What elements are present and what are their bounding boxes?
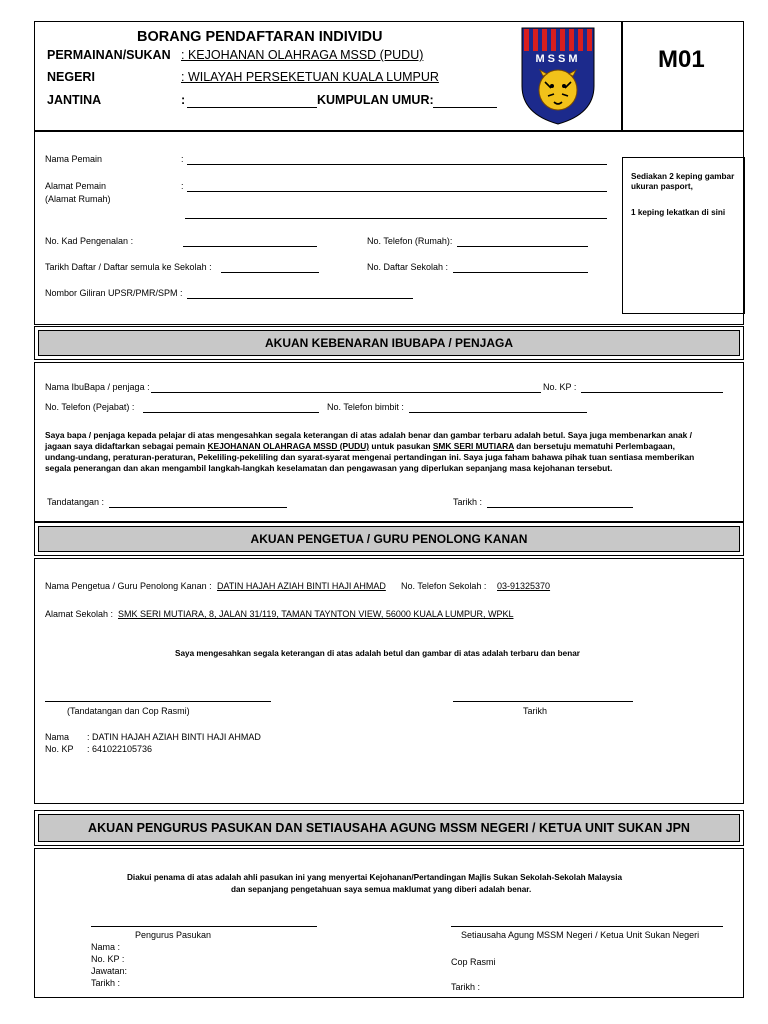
principal-kp-value: : 641022105736 <box>87 744 153 754</box>
secretary-signature-field[interactable] <box>451 926 723 927</box>
player-address-field-1[interactable] <box>187 191 607 192</box>
exam-no-field[interactable] <box>187 298 413 299</box>
game-label: PERMAINAN/SUKAN <box>47 48 171 62</box>
parent-declaration-line-2: jagaan saya didaftarkan sebagai pemain KEJOHANAN OLAHRAGA MSSD (PUDU) untuk pasukan SMK SERI MUTIARA dan bersetuju mematuhi Perlembagaan, <box>45 441 675 451</box>
principal-section-heading: AKUAN PENGETUA / GURU PENOLONG KANAN <box>34 522 744 556</box>
photo-box[interactable] <box>622 157 745 314</box>
colon: : <box>181 181 184 191</box>
secretary-tarikh: Tarikh : <box>451 982 481 992</box>
player-address-field-2[interactable] <box>185 218 607 219</box>
secretary-label: Setiausaha Agung MSSM Negeri / Ketua Unit Sukan Negeri <box>461 930 700 940</box>
parent-declaration-line-3: undang-undang, peraturan-peraturan, Pekeliling-pekeliling dan syarat-syarat mengenai pertandingan ini. Saya juga faham bahawa pihak tuan sentiasa memberikan <box>45 452 695 462</box>
principal-nama-value: : DATIN HAJAH AZIAH BINTI HAJI AHMAD <box>87 732 261 742</box>
age-group-field[interactable] <box>433 107 497 108</box>
school-reg-label: No. Daftar Sekolah : <box>367 262 449 272</box>
mssm-logo <box>520 26 596 126</box>
ic-field[interactable] <box>183 246 317 247</box>
state-label: NEGERI <box>47 70 95 84</box>
office-phone-field[interactable] <box>143 412 319 413</box>
parent-declaration-line-4: segala penerangan dan akan mengambil langkah-langkah keselamatan dan pengawasan yang diperlukan sepanjang masa kejohanan tersebut. <box>45 463 613 473</box>
principal-kp-label: No. KP <box>45 744 74 754</box>
parent-section <box>34 362 744 522</box>
parent-declaration-line-1: Saya bapa / penjaga kepada pelajar di atas mengesahkan segala keterangan di atas adalah benar dan gambar terbaru adalah betul. Saya juga membenarkan anak / <box>45 430 692 440</box>
state-value: : WILAYAH PERSEKETUAN KUALA LUMPUR <box>181 70 439 84</box>
reg-date-field[interactable] <box>221 272 319 273</box>
parent-kp-field[interactable] <box>581 392 723 393</box>
school-address-value: SMK SERI MUTIARA, 8, JALAN 31/119, TAMAN TAYNTON VIEW, 56000 KUALA LUMPUR, WPKL <box>118 609 514 619</box>
player-name-label: Nama Pemain <box>45 154 103 164</box>
principal-name-value: DATIN HAJAH AZIAH BINTI HAJI AHMAD <box>217 581 386 591</box>
mobile-label: No. Telefon bimbit : <box>327 402 404 412</box>
ic-label: No. Kad Pengenalan : <box>45 236 134 246</box>
parent-signature-label: Tandatangan : <box>47 497 105 507</box>
school-reg-field[interactable] <box>453 272 588 273</box>
player-name-field[interactable] <box>187 164 607 165</box>
photo-note-2: 1 keping lekatkan di sini <box>631 208 726 217</box>
office-phone-label: No. Telefon (Pejabat) : <box>45 402 135 412</box>
logo-text: MSSM <box>535 53 581 65</box>
photo-note-1: Sediakan 2 keping gambar ukuran pasport, <box>631 172 735 191</box>
phone-home-label: No. Telefon (Rumah): <box>367 236 453 246</box>
principal-confirmation: Saya mengesahkan segala keterangan di atas adalah betul dan gambar di atas adalah terbaru dan benar <box>175 649 580 658</box>
manager-label: Pengurus Pasukan <box>135 930 212 940</box>
parent-date-label: Tarikh : <box>453 497 483 507</box>
parent-kp-label: No. KP : <box>543 382 577 392</box>
game-value: : KEJOHANAN OLAHRAGA MSSD (PUDU) <box>181 48 424 62</box>
principal-nama-label: Nama <box>45 732 70 742</box>
gender-field[interactable] <box>187 107 317 108</box>
reg-date-label: Tarikh Daftar / Daftar semula ke Sekolah : <box>45 262 212 272</box>
principal-date-label: Tarikh <box>523 706 548 716</box>
school-phone-value: 03-91325370 <box>497 581 551 591</box>
exam-no-label: Nombor Giliran UPSR/PMR/SPM : <box>45 288 183 298</box>
phone-home-field[interactable] <box>457 246 588 247</box>
manager-tarikh: Tarikh : <box>91 978 121 988</box>
principal-name-label: Nama Pengetua / Guru Penolong Kanan : <box>45 581 212 591</box>
gender-label: JANTINA <box>47 93 102 107</box>
parent-signature-field[interactable] <box>109 507 287 508</box>
team-section <box>34 848 744 998</box>
manager-signature-field[interactable] <box>91 926 317 927</box>
gender-colon: : <box>181 93 186 107</box>
form-code-box <box>622 21 744 131</box>
official-stamp-label: Cop Rasmi <box>451 957 496 967</box>
manager-jawatan: Jawatan: <box>91 966 128 976</box>
school-phone-label: No. Telefon Sekolah : <box>401 581 487 591</box>
team-declaration-line-2: dan sepanjang pengetahuan saya semua maklumat yang diberi adalah benar. <box>231 885 532 894</box>
form-title: BORANG PENDAFTARAN INDIVIDU <box>137 29 383 45</box>
form-header <box>34 21 622 131</box>
team-declaration-line-1: Diakui penama di atas adalah ahli pasukan ini yang menyertai Kejohanan/Pertandingan Majlis Sukan Sekolah-Sekolah Malaysia <box>127 873 623 882</box>
principal-section <box>34 558 744 804</box>
manager-kp: No. KP : <box>91 954 125 964</box>
player-address-label: Alamat Pemain <box>45 181 107 191</box>
parent-name-field[interactable] <box>151 392 541 393</box>
parent-name-label: Nama IbuBapa / penjaga : <box>45 382 150 392</box>
colon: : <box>181 154 184 164</box>
manager-nama: Nama : <box>91 942 121 952</box>
player-address-sub: (Alamat Rumah) <box>45 194 111 204</box>
parent-date-field[interactable] <box>487 507 633 508</box>
form-code: M01 <box>658 46 705 73</box>
player-section <box>34 131 744 325</box>
mobile-field[interactable] <box>409 412 587 413</box>
principal-signature-field[interactable] <box>45 701 271 702</box>
principal-date-field[interactable] <box>453 701 633 702</box>
principal-signature-label: (Tandatangan dan Cop Rasmi) <box>67 706 190 716</box>
age-group-label: KUMPULAN UMUR: <box>317 93 434 107</box>
school-address-label: Alamat Sekolah : <box>45 609 114 619</box>
parent-section-heading: AKUAN KEBENARAN IBUBAPA / PENJAGA <box>34 326 744 360</box>
team-section-heading: AKUAN PENGURUS PASUKAN DAN SETIAUSAHA AGUNG MSSM NEGERI / KETUA UNIT SUKAN JPN <box>34 810 744 846</box>
